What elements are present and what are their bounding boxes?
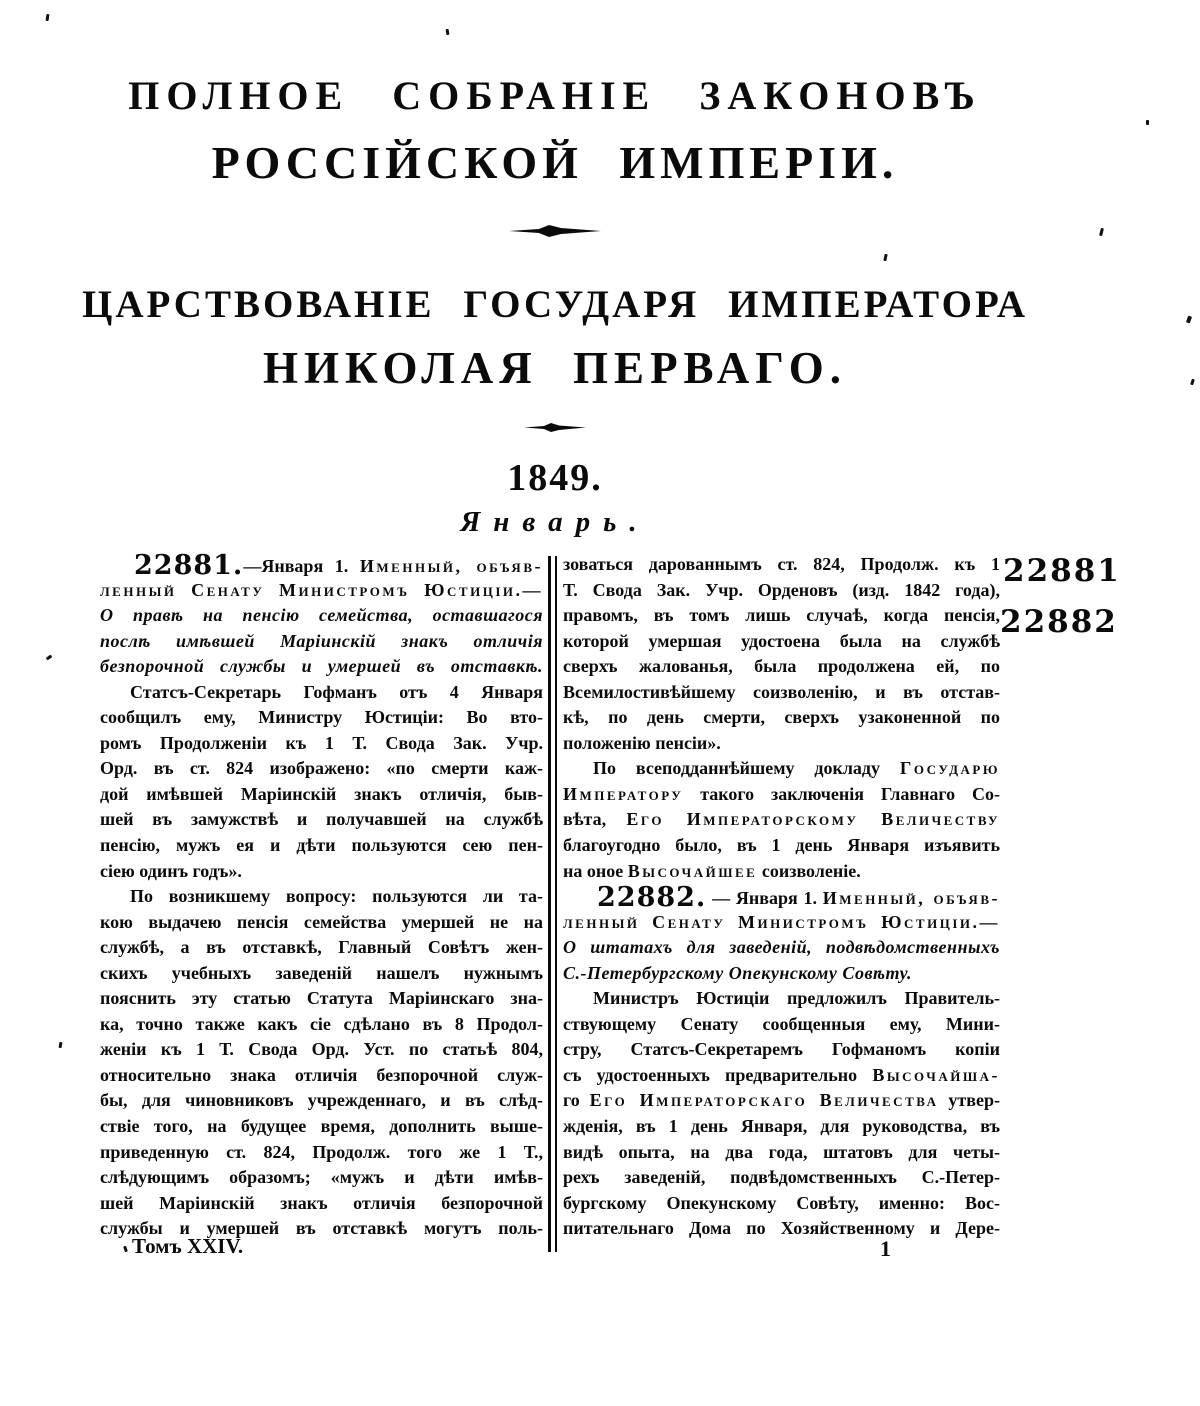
text-segment: По всеподданнѣйшему докладу: [593, 758, 900, 779]
text-line: [100, 833, 543, 859]
text-line: [100, 807, 543, 833]
text-line: [100, 629, 543, 655]
text-line: [100, 1063, 543, 1089]
margin-entry-number-22881: 22881: [1003, 553, 1121, 589]
text-segment: правомъ, въ томъ лишь случаѣ, когда пенсія,: [563, 605, 1000, 626]
column-divider-rule-thick: [548, 556, 551, 1252]
reign-title-line2: НИКОЛАЯ ПЕРВАГО.: [263, 343, 847, 393]
text-segment: приведенную ст. 824, Продолж. того же 1 Т.,: [100, 1141, 543, 1162]
text-segment: ствующему Сенату сообщенныя ему, Мини-: [563, 1013, 1000, 1034]
text-segment: Высочайша-: [872, 1064, 1000, 1085]
text-line: [563, 1063, 1000, 1089]
scan-speck: [46, 14, 50, 21]
text-segment: шей Маріинскій знакъ отличія безпорочной: [100, 1192, 543, 1213]
text-segment: стру, Статсъ-Секретаремъ Гофманомъ копіи: [563, 1039, 1000, 1060]
text-segment: —Января 1.: [243, 556, 360, 576]
text-segment: благоугодно было, въ 1 день Января изъявить: [563, 835, 1000, 856]
text-line: [563, 882, 1000, 914]
text-segment: соизволеніе.: [757, 860, 861, 881]
entry-number: 22882.: [597, 882, 707, 914]
page-number: 1: [880, 1236, 891, 1261]
text-line: [563, 654, 1000, 680]
text-segment: Высочайшее: [627, 860, 758, 881]
ornament-divider-middle: [0, 420, 1110, 438]
text-line: [100, 731, 543, 757]
text-line: [100, 910, 543, 936]
text-line: [563, 833, 1000, 859]
text-segment: видѣ опыта, на два года, штатовъ для четы-: [563, 1141, 1000, 1162]
text-segment: бы, для чиновниковъ учрежденнаго, и въ слѣд-: [100, 1090, 543, 1111]
text-segment: службѣ, а въ отставкѣ, Главный Совѣтъ жен-: [100, 937, 543, 958]
text-segment: ка, точно также какъ сіе сдѣлано въ 8 Продол-: [100, 1013, 543, 1034]
text-segment: пояснить эту статью Статута Маріинскаго зна-: [100, 988, 543, 1009]
swelled-rule-icon: [509, 224, 601, 238]
text-segment: дой имѣвшей Маріинскій знакъ отличія, быв-: [100, 783, 543, 804]
text-segment: сіею одинъ годъ».: [100, 860, 242, 881]
text-line: [100, 1088, 543, 1114]
scan-speck: [1146, 120, 1149, 125]
margin-entry-number-22882: 22882: [1000, 604, 1118, 640]
text-line: [563, 782, 1000, 808]
text-segment: кою выдачею пенсія семейства умершей не на: [100, 911, 543, 932]
text-line: [563, 807, 1000, 833]
text-segment: С.-Петербургскому Опекунскому Совѣту.: [563, 962, 912, 983]
text-segment: которой умершая удостоена была на службѣ: [563, 630, 1000, 651]
text-segment: сообщилъ ему, Министру Юстиціи: Во вто-: [100, 707, 543, 728]
year-heading: 1849.: [507, 457, 603, 499]
scan-speck: [59, 1042, 63, 1048]
reign-title-line1: ЦАРСТВОВАНІЕ ГОСУДАРЯ ИМПЕРАТОРА: [82, 283, 1028, 326]
text-segment: По возникшему вопросу: пользуются ли та-: [130, 886, 543, 907]
text-segment: Министръ Юстиціи предложилъ Правитель-: [593, 988, 1000, 1009]
text-segment: зоваться дарованнымъ ст. 824, Продолж. къ 1: [563, 554, 1000, 574]
text-line: [100, 603, 543, 629]
text-segment: послѣ имѣвшей Маріинскій знакъ отличія: [100, 630, 543, 651]
text-line: [100, 550, 543, 581]
right-text-column: [563, 552, 1000, 1242]
text-segment: Орд. въ ст. 824 изображено: «по смерти каж-: [100, 758, 543, 779]
text-segment: жденія, въ 1 день Января, для руководства, въ: [563, 1116, 1000, 1137]
text-segment: — Января 1.: [706, 888, 823, 909]
text-line: [563, 1114, 1000, 1140]
text-line: [100, 1165, 543, 1191]
text-segment: скихъ учебныхъ заведеній нашелъ нужнымъ: [100, 962, 543, 983]
text-segment: вѣта,: [563, 809, 627, 830]
text-line: [100, 1012, 543, 1038]
text-line: [563, 1140, 1000, 1166]
ornament-divider-top: [0, 224, 1110, 243]
text-line: [100, 884, 543, 910]
text-line: [563, 603, 1000, 629]
scan-speck: [123, 1246, 128, 1253]
text-segment: О штатахъ для заведеній, подвѣдомственныхъ: [563, 937, 1000, 958]
scan-speck: [883, 254, 887, 261]
text-line: [100, 1037, 543, 1063]
text-segment: ленный Сенату Министромъ Юстиціи.—: [563, 911, 1000, 932]
text-line: [563, 986, 1000, 1012]
text-segment: Его Императорскому Величеству: [626, 809, 1000, 830]
text-line: [563, 935, 1000, 961]
text-line: [100, 986, 543, 1012]
text-line: [563, 1012, 1000, 1038]
text-line: [563, 1165, 1000, 1191]
text-segment: Именный, объяв-: [822, 888, 1000, 909]
text-line: [100, 935, 543, 961]
text-segment: Государю: [899, 758, 1000, 779]
text-line: [100, 756, 543, 782]
text-line: [563, 1216, 1000, 1242]
scan-speck: [1186, 316, 1192, 324]
text-segment: Именный, объяв-: [359, 556, 543, 576]
text-segment: Статсъ-Секретарь Гофманъ отъ 4 Января: [130, 681, 543, 702]
scan-speck: [46, 655, 53, 661]
text-line: [563, 705, 1000, 731]
left-text-column: [100, 552, 543, 1242]
text-segment: относительно знака отличія безпорочной служ-: [100, 1064, 543, 1085]
text-segment: бургскому Опекунскому Совѣту, именно: Вос-: [563, 1192, 1000, 1213]
swelled-rule-icon: [524, 422, 586, 433]
text-segment: ромъ Продолженіи къ 1 Т. Свода Зак. Учр.: [100, 732, 543, 753]
text-segment: сверхъ жалованья, была продолжена ей, по: [563, 656, 1000, 677]
text-line: [100, 859, 543, 885]
text-segment: съ удостоенныхъ предварительно: [563, 1064, 873, 1085]
text-line: [563, 1037, 1000, 1063]
volume-label: Томъ XXIV.: [132, 1234, 244, 1258]
text-segment: питательнаго Дома по Хозяйственному и Дере-: [563, 1218, 1000, 1239]
text-segment: такого заключенія Главнаго Со-: [683, 783, 1000, 804]
scan-speck: [446, 29, 450, 35]
text-line: [563, 910, 1000, 936]
text-line: [100, 680, 543, 706]
text-line: [563, 731, 1000, 757]
work-title-line2: РОССІЙСКОЙ ИМПЕРІИ.: [211, 137, 899, 188]
text-segment: ленный Сенату Министромъ Юстиціи.—: [100, 579, 543, 600]
text-segment: утвер-: [938, 1090, 1000, 1111]
text-line: [563, 680, 1000, 706]
text-line: [100, 1140, 543, 1166]
text-segment: Императору: [563, 783, 684, 804]
text-line: [563, 859, 1000, 885]
text-line: [563, 629, 1000, 655]
text-line: [563, 961, 1000, 987]
text-segment: кѣ, по день смерти, сверхъ узаконенной по: [563, 707, 1000, 728]
text-segment: Его Императорскаго Величества: [589, 1090, 939, 1111]
scan-speck: [1190, 379, 1195, 386]
text-line: [100, 705, 543, 731]
text-line: [100, 782, 543, 808]
text-line: [100, 1114, 543, 1140]
entry-number: 22881.: [134, 550, 244, 581]
text-line: [100, 1191, 543, 1217]
month-heading: Январь.: [460, 506, 650, 538]
column-divider-rule-thin: [555, 556, 557, 1252]
text-segment: Всемилостивѣйшему соизволенію, и въ отстав-: [563, 681, 1000, 702]
text-line: [100, 961, 543, 987]
text-segment: положенію пенсіи».: [563, 732, 721, 753]
text-segment: Т. Свода Зак. Учр. Орденовъ (изд. 1842 года),: [563, 579, 1000, 600]
text-line: [563, 1191, 1000, 1217]
work-title-line1: ПОЛНОЕ СОБРАНІЕ ЗАКОНОВЪ: [128, 73, 982, 118]
text-segment: рехъ заведеній, подвѣдомственныхъ С.-Петер-: [563, 1167, 1000, 1188]
text-segment: го: [563, 1090, 590, 1111]
text-line: [563, 1088, 1000, 1114]
text-segment: пенсію, мужъ ея и дѣти пользуются сею пен-: [100, 835, 543, 856]
text-segment: на оное: [563, 860, 628, 881]
text-segment: безпорочной службы и умершей въ отставкѣ.: [100, 656, 543, 677]
text-segment: женіи къ 1 Т. Свода Орд. Уст. по статьѣ 804,: [100, 1039, 543, 1060]
text-segment: О правѣ на пенсію семейства, оставшагося: [100, 605, 543, 626]
text-segment: службы и умершей въ отставкѣ могутъ поль-: [100, 1218, 543, 1239]
text-line: [563, 552, 1000, 578]
text-line: [563, 756, 1000, 782]
text-line: [100, 654, 543, 680]
text-segment: ствіе того, на будущее время, дополнить выше-: [100, 1116, 543, 1137]
text-line: [563, 578, 1000, 604]
text-segment: слѣдующимъ образомъ; «мужъ и дѣти имѣв-: [100, 1167, 543, 1188]
text-line: [100, 578, 543, 604]
text-segment: шей въ замужствѣ и получавшей на службѣ: [100, 809, 543, 830]
